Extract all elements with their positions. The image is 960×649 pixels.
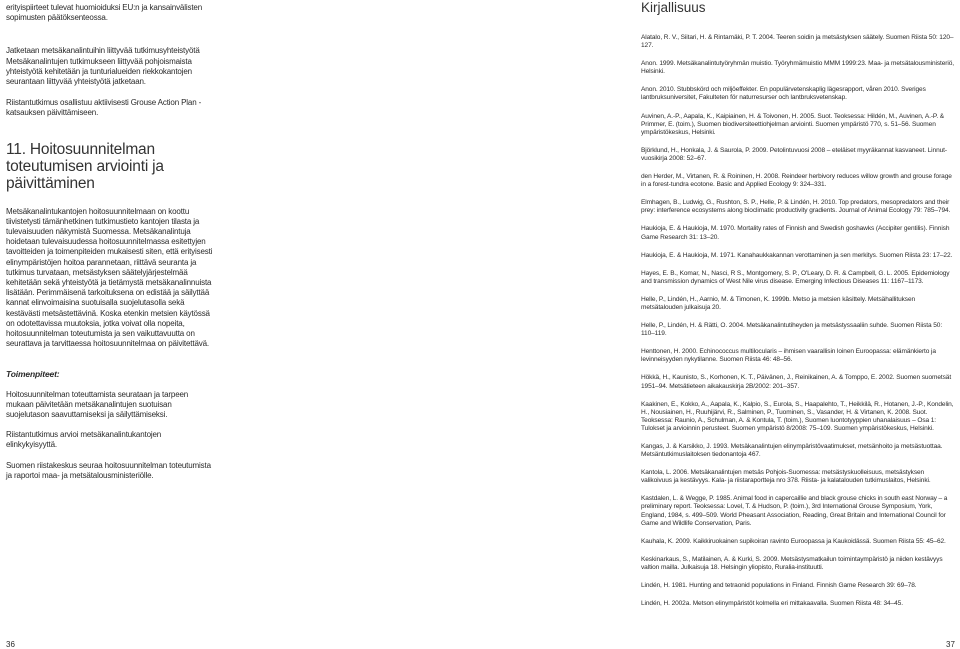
reference-item: Kastdalen, L. & Wegge, P. 1985. Animal food in capercaillie and black grouse chicks in south east Norway – a preliminary report. Teoksessa: Lovel, T. & Hudson, P. (toim.), 3rd International Grouse Symposium, York, England, 1984, s. 499–509. World Pheasant Association, Reading, Great Britain and International Council for Game and Wildlife Conservation, Paris. (641, 495, 948, 527)
reference-item: Lindén, H. 2002a. Metson elinympäristöt kolmella eri mittakaavalla. Suomen Riista 48: 34–45. (641, 600, 903, 608)
reference-list (641, 34, 956, 608)
left-text-column (6, 3, 214, 481)
reference-item: Haukioja, E. & Haukioja, M. 1970. Mortality rates of Finnish and Swedish goshawks (Accipiter gentilis). Finnish Game Research 31: 13–20. (641, 225, 950, 241)
reference-item: Henttonen, H. 2000. Echinococcus multilocularis – ihmisen vaarallisin loinen Euroopassa: elämänkierto ja levinneisyyden nykytilanne. Suomen Riista 46: 48–56. (641, 348, 936, 364)
paragraph-top: erityispiirteet tulevat huomioiduksi EU:n ja kansainvälisten sopimusten päätöksenteossa. (6, 3, 202, 23)
reference-item: Kauhala, K. 2009. Kaikkiruokainen supikoiran ravinto Euroopassa ja Kaukoidässä. Suomen Riista 55: 45–62. (641, 537, 946, 545)
reference-item: Alatalo, R. V., Siitari, H. & Rintamäki, P. T. 2004. Teeren soidin ja metsästyksen säätely. Suomen Riista 50: 120–127. (641, 34, 954, 50)
page-number-left: 36 (6, 640, 15, 649)
paragraph-research-cooperation: Jatketaan metsäkanalintuihin liittyvää tutkimusyhteistyötä Metsäkanalintujen tutkimukseen liittyvää pohjoismaista yhteistyötä kehitetään ja tunturialueiden riekkokantojen seurantaan liittyvää yhteistyötä jatketaan. (6, 46, 200, 87)
reference-item: Haukioja, E. & Haukioja, M. 1971. Kanahaukkakannan verottaminen ja sen merkitys. Suomen Riista 23: 17–22. (641, 251, 953, 259)
paragraph-action-3: Suomen riistakeskus seuraa hoitosuunnitelman toteutumista ja raportoi maa- ja metsätalousministeriölle. (6, 460, 211, 480)
paragraph-grouse-action-plan: Riistantutkimus osallistuu aktiivisesti Grouse Action Plan -katsauksen päivittämiseen. (6, 98, 202, 118)
reference-item: Kantola, L. 2006. Metsäkanalintujen metsäs Pohjois-Suomessa: metsästyskuolleisuus, metsästyksen valikoivuus ja kestävyys. Kala- ja riistaraportteja nro 378. Riista- ja kalatalouden tutkimuslaitos, Helsinki. (641, 469, 931, 485)
section-heading: 11. Hoitosuunnitelman toteutumisen arviointi ja päivittäminen (6, 140, 164, 192)
reference-item: Keskinarkaus, S., Matilainen, A. & Kurki, S. 2009. Metsästysmatkailun toimintaympäristö ja niiden kestävyys valtion mailla. Julkaisuja 18. Helsingin yliopisto, Ruralia-instituutti. (641, 555, 943, 571)
reference-item: Auvinen, A.-P., Aapala, K., Kaipiainen, H. & Toivonen, H. 2005. Suot. Teoksessa: Hildén, M., Auvinen, A.-P. & Primmer, E. (toim.), Suomen biodiversiteettiohjelman arviointi. Suomen ympäristö 770, s. 51–56. Suomen ympäristökeskus, Helsinki. (641, 112, 945, 136)
references-heading: Kirjallisuus (641, 0, 706, 15)
reference-item: Hökkä, H., Kaunisto, S., Korhonen, K. T., Päivänen, J., Reinikainen, A. & Tomppo, E. 2002. Suomen suometsät 1951–94. Metsätieteen aikakauskirja 2B/2002: 201–357. (641, 374, 952, 390)
reference-item: Helle, P., Lindén, H., Aarnio, M. & Timonen, K. 1999b. Metso ja metsien käsittely. Metsähallituksen metsätalouden julkaisuja 20. (641, 295, 916, 311)
reference-item: Hayes, E. B., Komar, N., Nasci, R S., Montgomery, S. P., O'Leary, D. R. & Campbell, G. L. 2005. Epidemiology and transmission dynamics of West Nile virus disease. Emerging Infectious Diseases 11: 1167–1173. (641, 269, 950, 285)
reference-item: Kaakinen, E., Kokko, A., Aapala, K., Kalpio, S., Eurola, S., Haapalehto, T., Heikkilä, R., Hotanen, J.-P., Kondelin, H., Nousiainen, H., Ruuhijärvi, R., Salminen, P., Tuominen, S., Vasander, H. & Virtanen, K. 2008. Suot. Teoksessa: Raunio, A., Schulman, A. & Kontula, T. (toim.), Suomen luontotyyppien uhanalaisuus – Osa 1: Tulokset ja arvioinnin perusteet. Suomen ympäristö 8/2008: 75–109. Suomen ympäristökeskus, Helsinki. (641, 400, 954, 432)
reference-item: Anon. 1999. Metsäkanalintutyöryhmän muistio. Työryhmämuistio MMM 1999:23. Maa- ja metsätalousministeriö, Helsinki. (641, 60, 954, 76)
reference-item: Lindén, H. 1981. Hunting and tetraonid populations in Finland. Finnish Game Research 39: 69–78. (641, 582, 917, 590)
page-number-right: 37 (946, 640, 955, 649)
paragraph-body: Metsäkanalintukantojen hoitosuunnitelmaan on koottu tiivistetysti tämänhetkinen tutkimustieto kantojen tilasta ja tulevaisuuden näkymistä Suomessa. Metsäkanalintuja hoidetaan tulevaisuudessa hoitosuunnitelmassa esitettyjen tavoitteiden ja toimenpiteiden mukaisesti siten, että erityisesti elinympäristöjen hoitoa parannetaan, riittävä seuranta ja tutkimus turvataan, metsästyksen säätelyjärjestelmää kehitetään sekä yhteistyötä ja tietämystä metsäkanalinnuista lisätään. Perimmäisenä tarkoituksena on edistää ja säilyttää kannat elinvoimaisina suotuisalla suojelutasolla sekä kestävästi metsästettävinä. Koska etenkin metsien käytössä on odotettavissa muutoksia, jotka voivat olla nopeita, hoitosuunnitelman toteutumista ja sen vaikuttavuutta on seurattava ja tarvittaessa hoitosuunnitelmaa on päivitettävä. (6, 206, 213, 349)
reference-item: Anon. 2010. Stubbskörd och miljöeffekter. En populärvetenskaplig lägesrapport, våren 2010. Sveriges lantbruksuniversitet, Fakulteten för naturresurser och lantbruksvetenskap. (641, 86, 926, 102)
paragraph-action-1: Hoitosuunnitelman toteuttamista seurataan ja tarpeen mukaan päivitetään metsäkanalintujen suotuisan suojelutason saavuttamiseksi ja säilyttämiseksi. (6, 389, 189, 420)
paragraph-action-2: Riistantutkimus arvioi metsäkanalintukantojen elinkykyisyyttä. (6, 430, 162, 450)
reference-item: Helle, P., Lindén, H. & Rätti, O. 2004. Metsäkanalintutiheyden ja metsästyssaaliin suhde. Suomen Riista 50: 110–119. (641, 322, 943, 338)
reference-item: Björklund, H., Honkala, J. & Saurola, P. 2009. Petolintuvuosi 2008 – eteläiset myyräkannat kasvaneet. Linnut-vuosikirja 2008: 52–67. (641, 146, 947, 162)
actions-subheading: Toimenpiteet: (6, 369, 60, 380)
reference-item: den Herder, M., Virtanen, R. & Roininen, H. 2008. Reindeer herbivory reduces willow growth and grouse forage in a forest-tundra ecotone. Basic and Applied Ecology 9: 324–331. (641, 173, 952, 189)
reference-item: Kangas, J. & Karsikko, J. 1993. Metsäkanalintujen elinympäristövaatimukset, metsänhoito ja metsästuottaa. Metsäntutkimuslaitoksen tiedonantoja 467. (641, 443, 943, 459)
reference-item: Elmhagen, B., Ludwig, G., Rushton, S. P., Helle, P. & Lindén, H. 2010. Top predators, mesopredators and their prey: interference ecosystems along bioclimatic productivity gradients. Journal of Animal Ecology 79: 785–794. (641, 199, 951, 215)
